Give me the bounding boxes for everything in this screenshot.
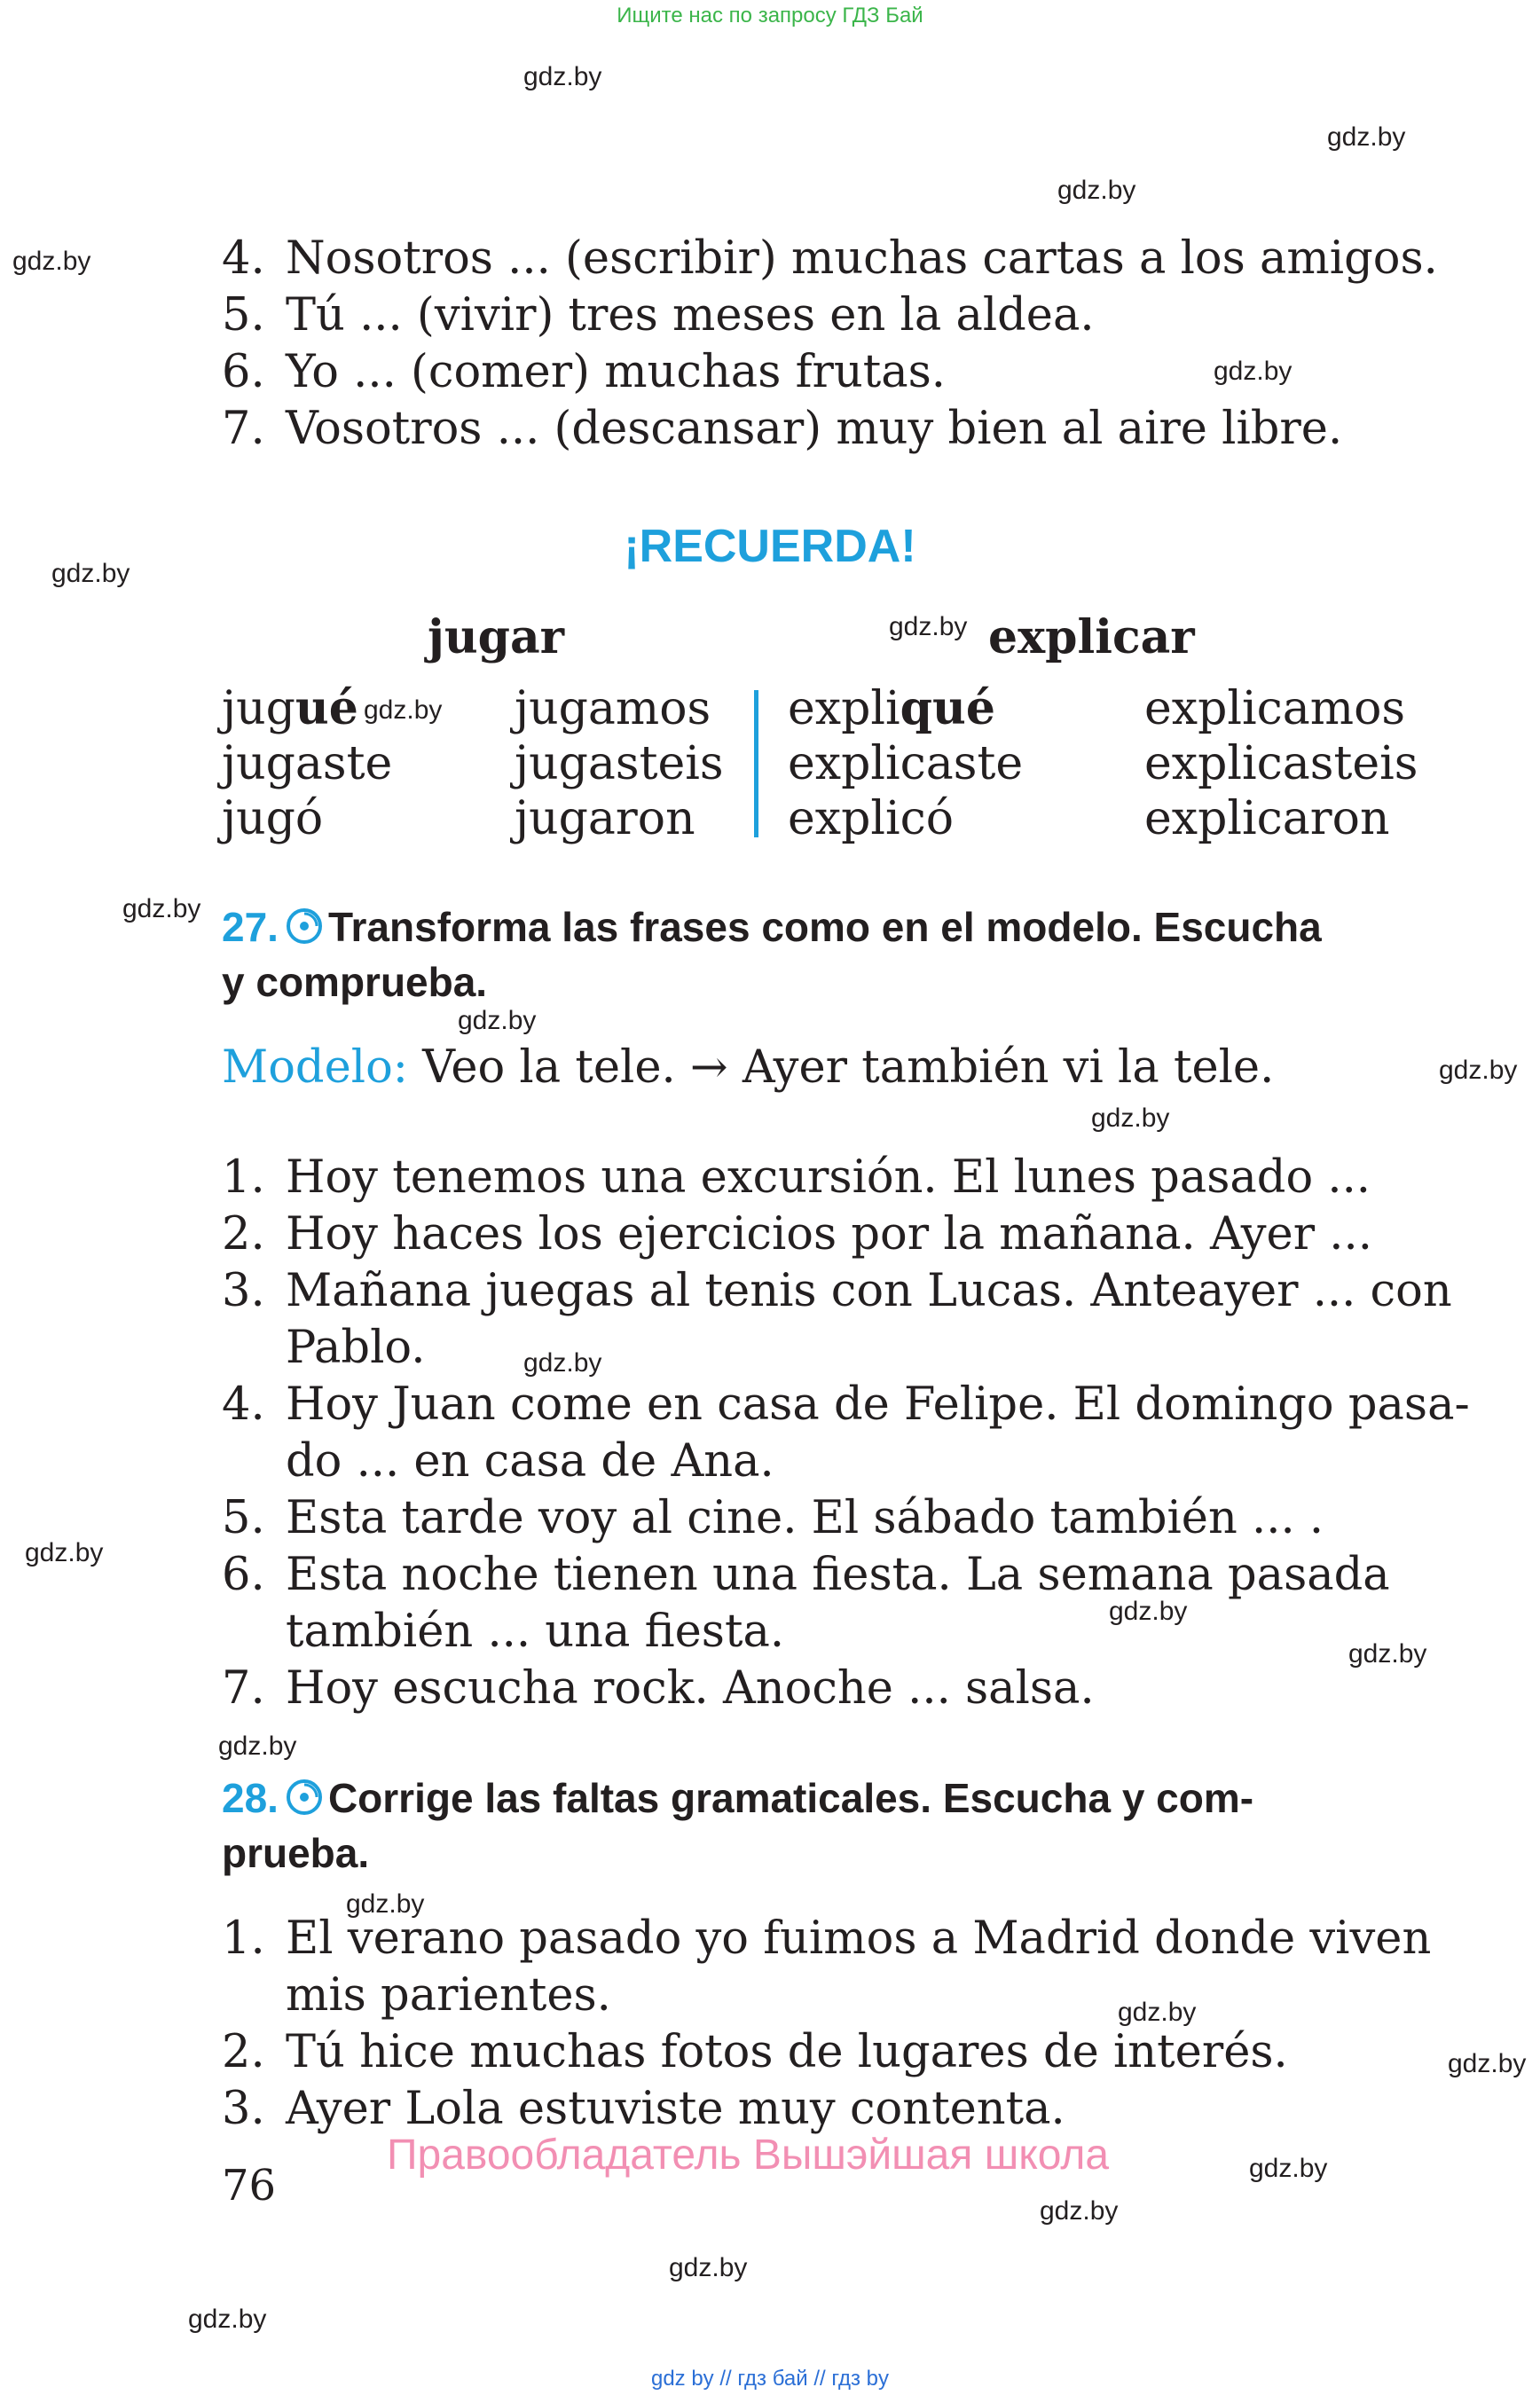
- watermark: gdz.by: [1348, 1639, 1427, 1669]
- list-item: 2. Hoy haces los ejercicios por la mañana. Ayer ...: [222, 1208, 1372, 1260]
- exercise-27-title-cont: y comprueba.: [222, 959, 488, 1005]
- list-item: 4. Hoy Juan come en casa de Felipe. El domingo pasa-: [222, 1378, 1470, 1431]
- page-number: 76: [222, 2161, 277, 2211]
- modelo-example: Modelo: Veo la tele. → Ayer también vi la tele.: [222, 1041, 1275, 1094]
- watermark: gdz.by: [188, 2305, 267, 2334]
- watermark: gdz.by: [1214, 357, 1292, 386]
- watermark: gdz.by: [523, 62, 602, 91]
- watermark: gdz.by: [1327, 122, 1406, 152]
- list-item: 3. Mañana juegas al tenis con Lucas. Anteayer ... con: [222, 1265, 1452, 1317]
- watermark: gdz.by: [669, 2253, 748, 2282]
- list-item: 2. Tú hice muchas fotos de lugares de interés.: [222, 2026, 1288, 2078]
- verb-jugar: jugar: [428, 610, 565, 664]
- watermark: gdz.by: [218, 1732, 297, 1761]
- list-item: 7. Vosotros ... (descansar) muy bien al aire libre.: [222, 403, 1343, 455]
- watermark: gdz.by: [364, 695, 443, 725]
- exercise-28-title: 28. Corrige las faltas gramaticales. Escucha y com-: [222, 1775, 1254, 1821]
- list-item-cont: Pablo.: [286, 1322, 426, 1374]
- list-item: 7. Hoy escucha rock. Anoche ... salsa.: [222, 1662, 1095, 1715]
- list-item-cont: también ... una fiesta.: [286, 1606, 785, 1658]
- list-item: 6. Yo ... (comer) muchas frutas.: [222, 346, 946, 398]
- watermark: gdz.by: [1448, 2049, 1527, 2078]
- recuerda-title: ¡RECUERDA!: [624, 521, 916, 572]
- exercise-number: 28.: [222, 1775, 279, 1821]
- watermark: gdz.by: [1249, 2154, 1328, 2183]
- list-item: 5. Tú ... (vivir) tres meses en la aldea.: [222, 289, 1095, 342]
- watermark: gdz.by: [1057, 176, 1136, 205]
- rights-holder: Правообладатель Вышэйшая школа: [387, 2132, 1110, 2179]
- list-item-cont: do ... en casa de Ana.: [286, 1435, 774, 1488]
- watermark: gdz.by: [12, 247, 91, 276]
- watermark: gdz.by: [346, 1889, 425, 1919]
- watermark: gdz.by: [1439, 1056, 1518, 1085]
- conjugation-explicar-plural: explicamos explicasteis explicaron: [1144, 682, 1418, 845]
- conjugation-explicar-singular: expliqué explicaste explicó: [788, 681, 1024, 845]
- list-item: 6. Esta noche tienen una fiesta. La semana pasada: [222, 1549, 1390, 1601]
- watermark: gdz.by: [122, 894, 201, 923]
- watermark: gdz.by: [1118, 1998, 1197, 2027]
- audio-disc-icon[interactable]: [286, 1779, 323, 1816]
- exercise-number: 27.: [222, 904, 279, 950]
- verb-explicar: explicar: [988, 610, 1195, 664]
- watermark: gdz.by: [51, 559, 130, 588]
- conjugation-jugar-singular: jugué jugaste jugó: [222, 681, 393, 845]
- divider: [754, 690, 758, 837]
- watermark: gdz.by: [1109, 1597, 1188, 1626]
- list-item: 5. Esta tarde voy al cine. El sábado también ... .: [222, 1492, 1324, 1544]
- list-item-cont: mis parientes.: [286, 1969, 611, 2022]
- watermark: gdz.by: [1040, 2196, 1119, 2226]
- list-item: 1. Hoy tenemos una excursión. El lunes pasado ...: [222, 1151, 1371, 1204]
- exercise-27-title: 27. Transforma las frases como en el modelo. Escucha: [222, 904, 1322, 950]
- footer-links[interactable]: gdz by // гдз бай // гдз by: [650, 2367, 890, 2391]
- watermark: gdz.by: [1091, 1103, 1170, 1133]
- watermark: gdz.by: [889, 612, 968, 641]
- list-item: 3. Ayer Lola estuviste muy contenta.: [222, 2083, 1065, 2135]
- list-item: 4. Nosotros ... (escribir) muchas cartas a los amigos.: [222, 232, 1438, 285]
- watermark: gdz.by: [523, 1348, 602, 1378]
- exercise-28-title-cont: prueba.: [222, 1830, 370, 1876]
- audio-disc-icon[interactable]: [286, 907, 323, 945]
- conjugation-jugar-plural: jugamos jugasteis jugaron: [515, 682, 724, 845]
- list-item: 1. El verano pasado yo fuimos a Madrid donde viven: [222, 1912, 1432, 1965]
- top-banner[interactable]: Ищите нас по запросу ГДЗ Бай: [617, 4, 923, 27]
- watermark: gdz.by: [458, 1006, 537, 1035]
- watermark: gdz.by: [25, 1538, 104, 1567]
